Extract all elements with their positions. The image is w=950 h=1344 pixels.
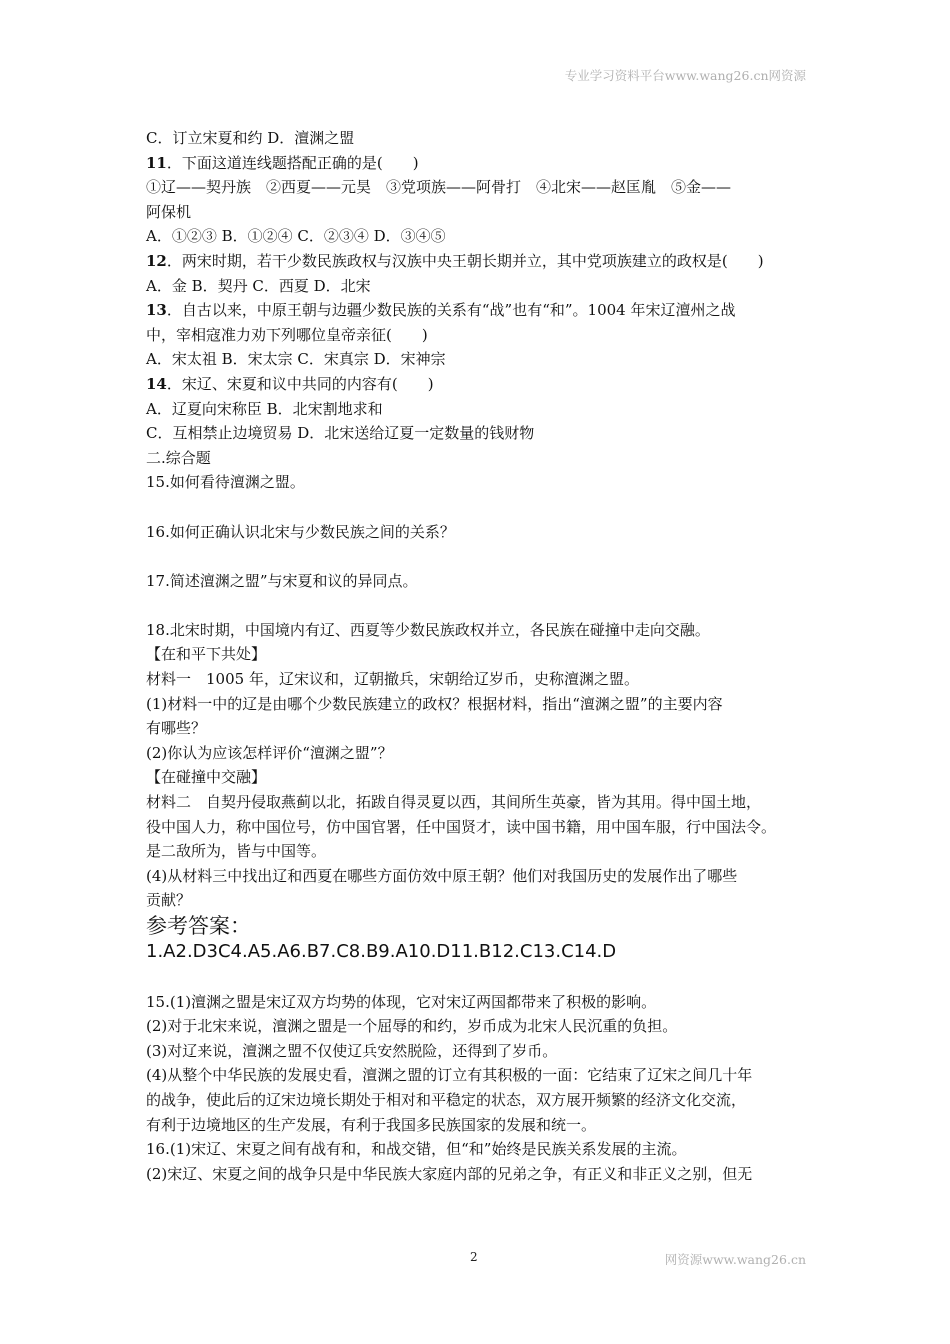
material-2-cont: 是二敌所为，皆与中国等。 <box>146 842 327 861</box>
page-number: 2 <box>470 1250 478 1264</box>
question-13 <box>146 298 816 323</box>
material-2-cont: 役中国人力，称中国位号，仿中国官署，任中国贤才，读中国书籍，用中国车服，行中国法令。 <box>146 817 777 836</box>
question-12 <box>146 249 816 274</box>
sub-question-1-cont: 有哪些？ <box>146 719 207 738</box>
question-number: 12 <box>146 251 167 270</box>
question-14 <box>146 372 816 397</box>
sub-question-2: (2)你认为应该怎样评价“澶渊之盟”？ <box>146 743 393 762</box>
question-11-options: A．①②③ B．①②④ C．②③④ D．③④⑤ <box>146 227 446 246</box>
answer-15-1: 15.(1)澶渊之盟是宋辽双方均势的体现，它对宋辽两国都带来了积极的影响。 <box>146 992 657 1011</box>
answer-15-4-cont: 有利于边境地区的生产发展，有利于我国多民族国家的发展和统一。 <box>146 1115 597 1134</box>
section-2-title: 二.综合题 <box>146 448 211 467</box>
question-14-options-1: A．辽夏向宋称臣 B．北宋割地求和 <box>146 399 383 418</box>
question-15: 15.如何看待澶渊之盟。 <box>146 473 305 492</box>
answer-15-3: (3)对辽来说，澶渊之盟不仅使辽兵安然脱险，还得到了岁币。 <box>146 1041 558 1060</box>
question-12-options: A．金 B．契丹 C．西夏 D．北宋 <box>146 276 371 295</box>
answer-15-2: (2)对于北宋来说，澶渊之盟是一个屈辱的和约，岁币成为北宋人民沉重的负担。 <box>146 1017 678 1036</box>
material-1: 材料一 1005 年，辽宋议和，辽朝撤兵，宋朝给辽岁币，史称澶渊之盟。 <box>146 670 639 689</box>
footer-source: 网资源www.wang26.cn <box>664 1252 806 1267</box>
answer-15-4: (4)从整个中华民族的发展史看，澶渊之盟的订立有其积极的一面：它结束了辽宋之间几十年 <box>146 1066 753 1085</box>
answer-16-2: (2)宋辽、宋夏之间的战争只是中华民族大家庭内部的兄弟之争，有正义和非正义之别，但无 <box>146 1164 753 1183</box>
sub-question-4: (4)从材料三中找出辽和西夏在哪些方面仿效中原王朝？他们对我国历史的发展作出了哪些 <box>146 866 738 885</box>
question-text: ．下面这道连线题搭配正确的是( ) <box>166 153 419 172</box>
question-11-items-cont: 阿保机 <box>146 202 192 221</box>
heading-peace: 【在和平下共处】 <box>146 645 267 664</box>
question-10-options-tail: C．订立宋夏和约 D．澶渊之盟 <box>146 129 355 147</box>
sub-question-1: (1)材料一中的辽是由哪个少数民族建立的政权？根据材料，指出“澶渊之盟”的主要内容 <box>146 694 723 713</box>
answer-key: 1.A2.D3C4.A5.A6.B7.C8.B9.A10.D11.B12.C13.C14.D <box>146 941 617 962</box>
heading-clash: 【在碰撞中交融】 <box>146 768 267 787</box>
question-13-cont: 中，宰相寇准力劝下列哪位皇帝亲征( ) <box>146 325 428 344</box>
question-18-intro: 18.北宋时期，中国境内有辽、西夏等少数民族政权并立，各民族在碰撞中走向交融。 <box>146 620 710 639</box>
document-body <box>146 126 816 1186</box>
question-text: ．两宋时期，若干少数民族政权与汉族中央王朝长期并立，其中党项族建立的政权是( ) <box>166 251 764 270</box>
question-text: ．自古以来，中原王朝与边疆少数民族的关系有“战”也有“和”。1004 年宋辽澶州之战 <box>166 301 736 320</box>
material-2: 材料二 自契丹侵取燕蓟以北，拓跋自得灵夏以西，其间所生英豪，皆为其用。得中国土地， <box>146 793 762 812</box>
question-11 <box>146 151 816 176</box>
question-11-items: ①辽——契丹族 ②西夏——元昊 ③党项族——阿骨打 ④北宋——赵匡胤 ⑤金—— <box>146 178 732 197</box>
answer-16-1: 16.(1)宋辽、宋夏之间有战有和，和战交错，但“和”始终是民族关系发展的主流。 <box>146 1140 687 1159</box>
question-14-options-2: C．互相禁止边境贸易 D．北宋送给辽夏一定数量的钱财物 <box>146 424 535 443</box>
question-number: 14 <box>146 374 167 393</box>
question-number: 13 <box>146 301 167 320</box>
header-source: 专业学习资料平台www.wang26.cn网资源 <box>564 68 806 83</box>
question-17: 17.简述澶渊之盟”与宋夏和议的异同点。 <box>146 571 418 590</box>
question-13-options: A．宋太祖 B．宋太宗 C．宋真宗 D．宋神宗 <box>146 350 446 369</box>
question-number: 11 <box>146 153 167 172</box>
question-16: 16.如何正确认识北宋与少数民族之间的关系？ <box>146 522 455 541</box>
sub-question-4-cont: 贡献？ <box>146 891 192 910</box>
answers-title: 参考答案： <box>146 914 251 938</box>
question-text: ．宋辽、宋夏和议中共同的内容有( ) <box>166 374 434 393</box>
answer-15-4-cont: 的战争，使此后的辽宋边境长期处于相对和平稳定的状态，双方展开频繁的经济文化交流， <box>146 1090 747 1109</box>
